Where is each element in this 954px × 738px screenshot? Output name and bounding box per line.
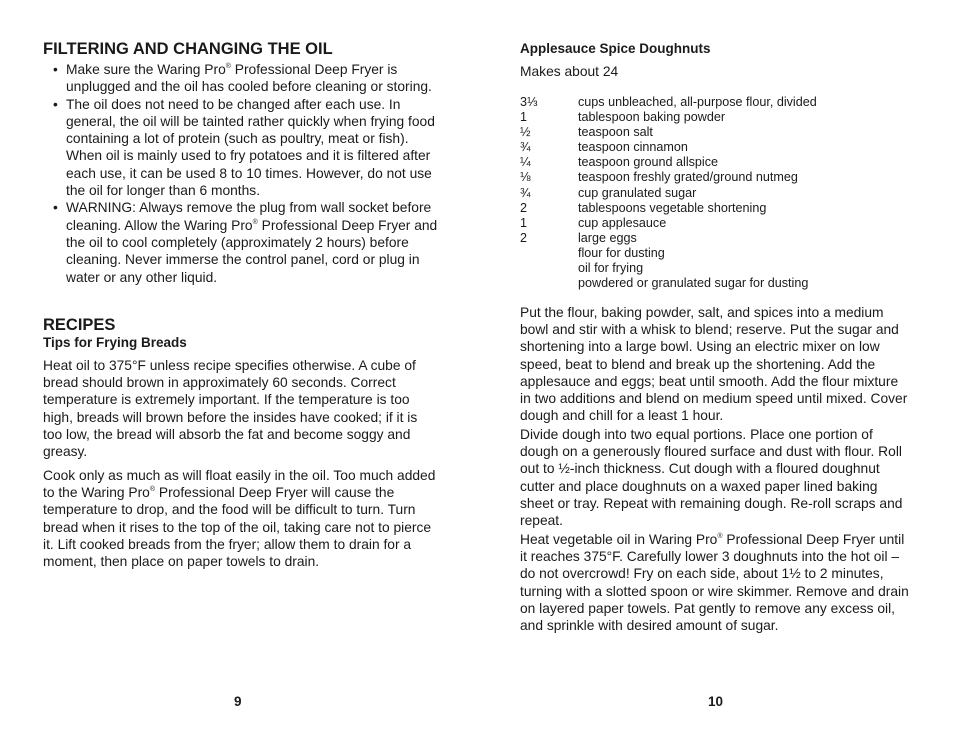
registered-mark: ®	[225, 63, 231, 70]
ingredient-row	[520, 216, 817, 231]
ingredient-description: teaspoon ground allspice	[578, 155, 719, 170]
ingredient-quantity: ½	[520, 125, 531, 140]
ingredient-quantity	[520, 276, 578, 291]
registered-mark: ®	[717, 533, 723, 540]
tips-paragraph-1: Heat oil to 375°F unless recipe specifies otherwise. A cube of bread should brown in approximately 60 seconds. Correct temperature is extremely important. If the temperature is too high, breads will brown before the insides have cooked; if it is too low, the bread will absorb the fat and become soggy and greasy.	[43, 358, 418, 460]
ingredient-description: tablespoon baking powder	[578, 110, 726, 125]
registered-mark: ®	[149, 486, 156, 494]
bullet-text: Professional Deep Fryer and the oil to cool completely (approximately 2 hours) before cleaning. Never immerse the control panel, cord or plug in water or any other liquid.	[66, 217, 438, 285]
method-paragraph-2: Divide dough into two equal portions. Place one portion of dough on a generously floured surface and dust with flour. Roll out to ½-inch thickness. Cut dough with a floured doughnut cutter and place doughnuts on a waxed paper lined baking sheet or tray. Repeat with remaining dough. Re-roll scraps and repeat.	[520, 427, 903, 529]
ingredient-description: large eggs	[578, 230, 637, 245]
ingredient-list	[520, 95, 817, 291]
ingredient-quantity	[520, 246, 578, 261]
ingredient-quantity	[520, 261, 578, 276]
ingredient-row	[520, 140, 817, 155]
ingredient-row	[520, 155, 817, 170]
recipe-yield: Makes about 24	[520, 64, 619, 79]
ingredient-quantity: 1	[520, 215, 528, 230]
bullet-text: The oil does not need to be changed after each use. In general, the oil will be tainted rather quickly when frying food containing a lot of protein (such as poultry, meat or fish). When oil is mainly used to fry potatoes and it is filtered after each use, it can be used 8 to 10 times. However, do not use the oil for longer than 6 months.	[66, 96, 435, 199]
ingredient-quantity: 2	[520, 230, 528, 245]
ingredient-quantity: ¼	[520, 155, 531, 170]
ingredient-description: teaspoon freshly grated/ground nutmeg	[578, 170, 798, 185]
registered-mark: ®	[252, 218, 258, 226]
bullet-item	[53, 96, 441, 200]
left-page	[43, 0, 438, 738]
ingredient-row	[520, 231, 817, 246]
method-paragraph-3: Heat vegetable oil in Waring Pro® Professional Deep Fryer until it reaches 375°F. Carefully lower 3 doughnuts into the hot oil – do not overcrowd! Fry on each side, about 1½ to 2 minutes, turning with a slotted spoon or wire skimmer. Remove and drain on layered paper towels. Pat gently to remove any excess oil, and sprinkle with desired amount of sugar.	[520, 532, 909, 634]
ingredient-description: cups unbleached, all-purpose flour, divided	[578, 95, 817, 109]
ingredient-row	[520, 125, 817, 140]
right-page	[520, 0, 910, 738]
filtering-bullet-list	[53, 61, 441, 286]
subheading-tips: Tips for Frying Breads	[43, 335, 187, 350]
bullet-text: Professional Deep Fryer is unplugged and the oil has cooled before cleaning or storing.	[66, 62, 432, 95]
section-title-recipes: RECIPES	[43, 316, 116, 334]
tips-paragraph-2: Cook only as much as will float easily in the oil. Too much added to the Waring Pro® Professional Deep Fryer will cause the temperature to drop, and the food will be difficult to turn. Turn bread when it rises to the top of the oil, taking care not to pierce it. Lift cooked breads from the fryer; allow them to drain for a moment, then place on paper towels to drain.	[43, 468, 436, 570]
ingredient-row	[520, 201, 817, 216]
ingredient-row	[520, 95, 817, 110]
ingredient-description: teaspoon cinnamon	[578, 140, 688, 155]
ingredient-row	[520, 246, 817, 261]
ingredient-description: teaspoon salt	[578, 125, 653, 140]
section-title-filtering: FILTERING AND CHANGING THE OIL	[43, 40, 333, 58]
bullet-text: Make sure the Waring Pro	[66, 62, 226, 77]
ingredient-row	[520, 261, 817, 276]
ingredient-quantity: 2	[520, 200, 528, 215]
ingredient-quantity: ¾	[520, 185, 531, 200]
bullet-text: WARNING: Always remove the plug from wall socket before cleaning. Allow the Waring Pro	[66, 200, 432, 233]
bullet-dot: •	[53, 200, 58, 216]
ingredient-quantity: 1	[520, 110, 528, 125]
recipe-title: Applesauce Spice Doughnuts	[520, 41, 711, 56]
ingredient-quantity: 3⅓	[520, 95, 538, 109]
ingredient-description: tablespoons vegetable shortening	[578, 200, 767, 215]
ingredient-description: powdered or granulated sugar for dusting	[578, 276, 809, 291]
ingredient-quantity: ¾	[520, 140, 531, 155]
bullet-item	[53, 61, 441, 96]
page-number: 10	[708, 694, 724, 709]
page-number: 9	[234, 694, 242, 709]
ingredient-description: cup applesauce	[578, 215, 667, 230]
ingredient-row	[520, 170, 817, 185]
ingredient-quantity: ⅛	[520, 170, 531, 185]
ingredient-row	[520, 186, 817, 201]
method-paragraph-1: Put the flour, baking powder, salt, and spices into a medium bowl and stir with a whisk to blend; reserve. Put the sugar and shortening into a large bowl. Using an electric mixer on low speed, beat to blend and break up the shortening. Add the applesauce and eggs; beat until smooth. Add the flour mixture in two additions and blend on medium speed until mixed. Cover dough and chill for a least 1 hour.	[520, 305, 908, 424]
bullet-dot: •	[53, 62, 58, 77]
bullet-dot: •	[53, 96, 58, 112]
ingredient-description: flour for dusting	[578, 245, 665, 260]
ingredient-row	[520, 110, 817, 125]
ingredient-description: cup granulated sugar	[578, 185, 697, 200]
ingredient-description: oil for frying	[578, 261, 644, 276]
bullet-item	[53, 199, 441, 285]
ingredient-row	[520, 276, 817, 291]
